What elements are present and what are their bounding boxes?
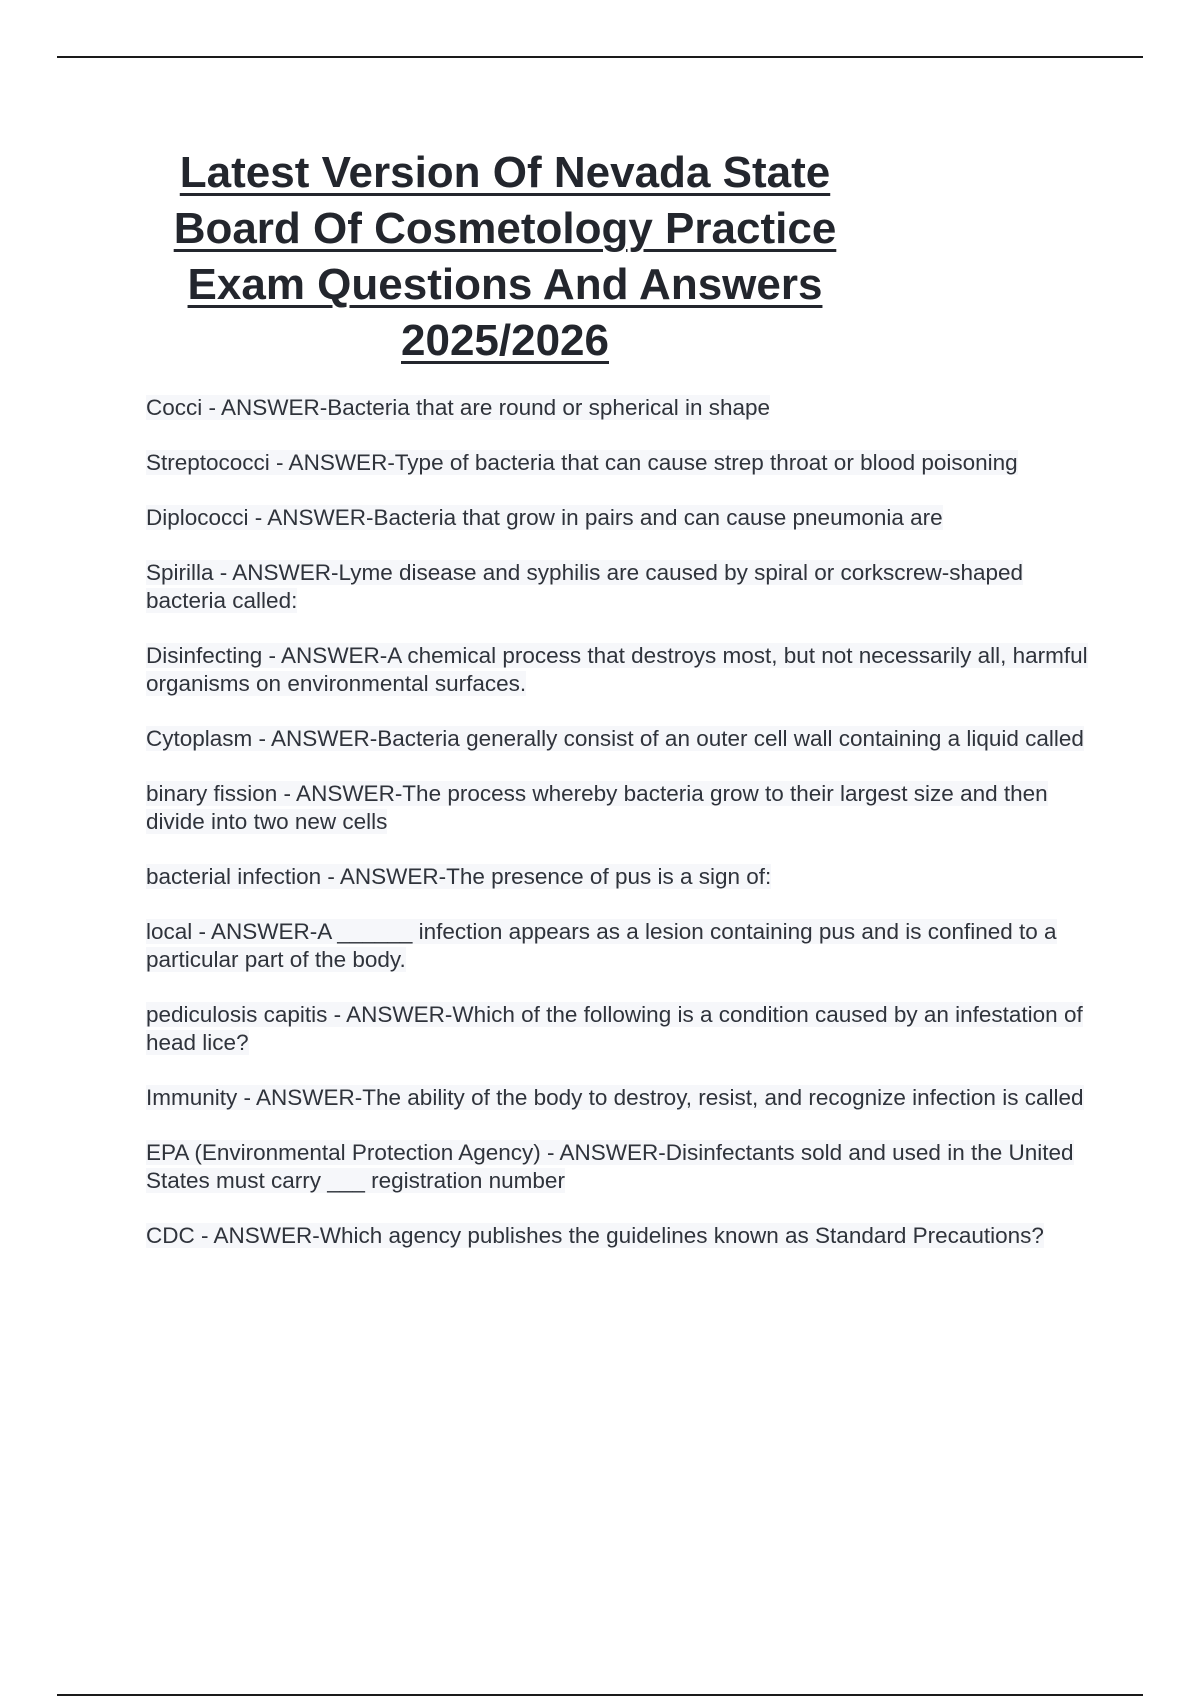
qa-item-bacterial-infection: [146, 863, 1101, 891]
qa-item-binary-fission: [146, 780, 1101, 836]
document-title: Latest Version Of Nevada State Board Of Cosmetology Practice Exam Questions And Answers 2025/2026: [173, 148, 837, 365]
qa-item-text: Spirilla - ANSWER-Lyme disease and syphilis are caused by spiral or corkscrew-shaped bacteria called:: [146, 560, 1024, 613]
qa-item-text: CDC - ANSWER-Which agency publishes the guidelines known as Standard Precautions?: [146, 1223, 1044, 1248]
qa-item-text: Immunity - ANSWER-The ability of the body to destroy, resist, and recognize infection is called: [146, 1085, 1084, 1110]
qa-item-cytoplasm: [146, 725, 1101, 753]
qa-item-text: EPA (Environmental Protection Agency) - ANSWER-Disinfectants sold and used in the United States must carry ___ registration number: [146, 1140, 1074, 1193]
qa-item-immunity: [146, 1084, 1101, 1112]
qa-item-spirilla: [146, 559, 1101, 615]
qa-item-disinfecting: [146, 642, 1101, 698]
qa-item-diplococci: [146, 504, 1101, 532]
qa-item-text: Disinfecting - ANSWER-A chemical process that destroys most, but not necessarily all, harmful organisms on environmental surfaces.: [146, 643, 1088, 696]
bottom-rule: [57, 1694, 1143, 1696]
qa-item-text: Diplococci - ANSWER-Bacteria that grow in pairs and can cause pneumonia are: [146, 505, 943, 530]
qa-item-text: binary fission - ANSWER-The process whereby bacteria grow to their largest size and then divide into two new cells: [146, 781, 1048, 834]
qa-item-streptococci: [146, 449, 1101, 477]
top-rule: [57, 56, 1143, 58]
qa-item-text: local - ANSWER-A ______ infection appears as a lesion containing pus and is confined to a particular part of the body.: [146, 919, 1057, 972]
qa-item-text: pediculosis capitis - ANSWER-Which of the following is a condition caused by an infestation of head lice?: [146, 1002, 1083, 1055]
qa-item-cdc: [146, 1222, 1101, 1250]
qa-item-text: Cytoplasm - ANSWER-Bacteria generally consist of an outer cell wall containing a liquid called: [146, 726, 1084, 751]
qa-item-pediculosis-capitis: [146, 1001, 1101, 1057]
qa-item-local: [146, 918, 1101, 974]
qa-item-text: bacterial infection - ANSWER-The presence of pus is a sign of:: [146, 864, 772, 889]
qa-list: [146, 394, 1101, 1277]
qa-item-epa: [146, 1139, 1101, 1195]
qa-item-cocci: [146, 394, 1101, 422]
qa-item-text: Cocci - ANSWER-Bacteria that are round or spherical in shape: [146, 395, 771, 420]
qa-item-text: Streptococci - ANSWER-Type of bacteria that can cause strep throat or blood poisoning: [146, 450, 1018, 475]
